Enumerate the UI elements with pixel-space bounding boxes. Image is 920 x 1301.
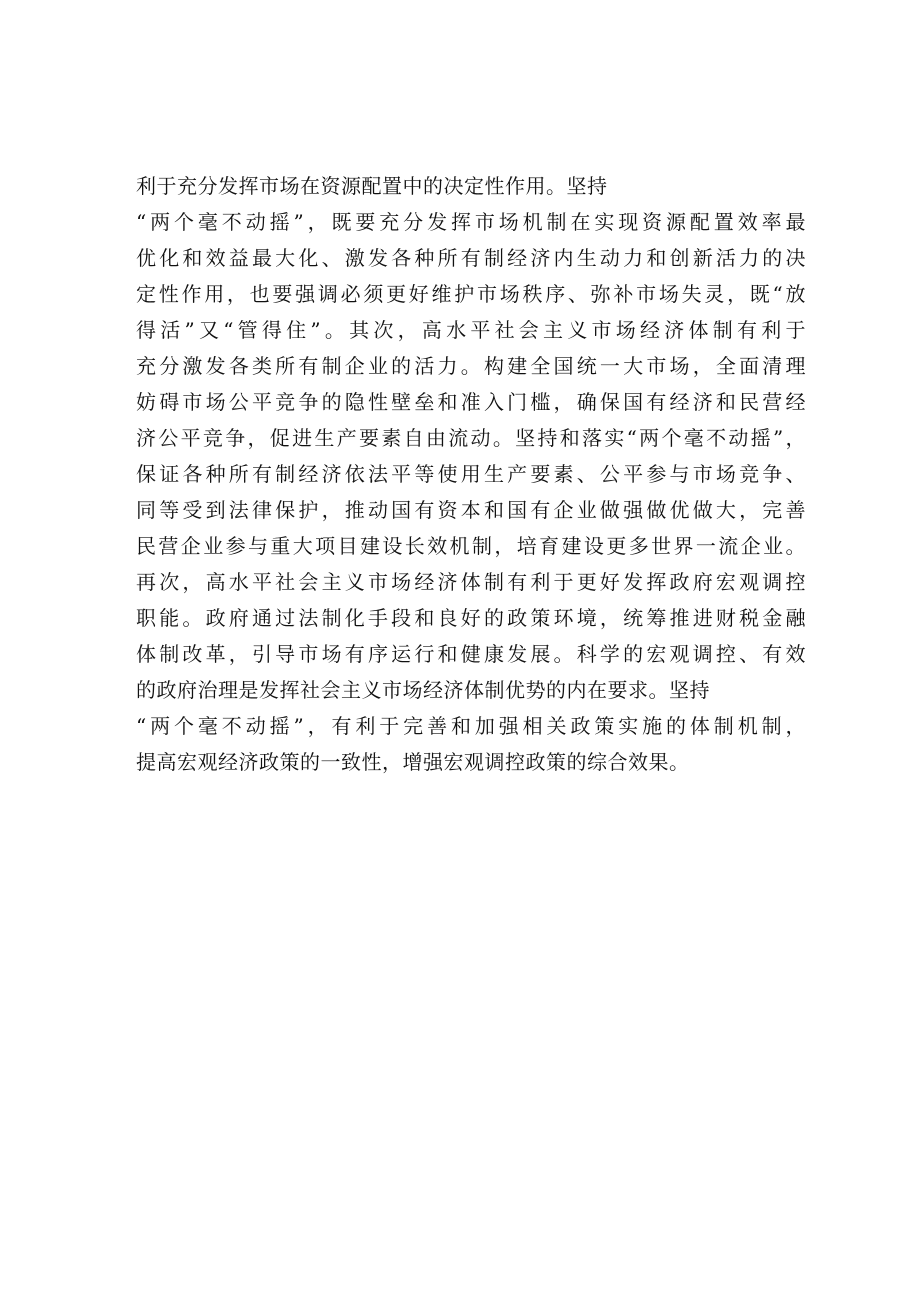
text-line: 职能。政府通过法制化手段和良好的政策环境，统筹推进财税金融	[136, 606, 806, 630]
text-line: “两个毫不动摇”，有利于完善和加强相关政策实施的体制机制，	[136, 714, 806, 738]
text-line: 保证各种所有制经济依法平等使用生产要素、公平参与市场竞争、	[136, 462, 806, 486]
text-line: 体制改革，引导市场有序运行和健康发展。科学的宏观调控、有效	[136, 642, 806, 666]
text-line: 充分激发各类所有制企业的活力。构建全国统一大市场，全面清理	[136, 354, 806, 378]
body-text	[136, 168, 806, 780]
text-line: 妨碍市场公平竞争的隐性壁垒和准入门槛，确保国有经济和民营经	[136, 390, 806, 414]
text-line: 提高宏观经济政策的一致性，增强宏观调控政策的综合效果。	[136, 750, 690, 774]
text-line: 得活”又“管得住”。其次，高水平社会主义市场经济体制有利于	[136, 318, 806, 342]
text-line: 同等受到法律保护，推动国有资本和国有企业做强做优做大，完善	[136, 498, 806, 522]
text-line: 民营企业参与重大项目建设长效机制，培育建设更多世界一流企业。	[136, 534, 806, 558]
text-line: “两个毫不动摇”，既要充分发挥市场机制在实现资源配置效率最	[136, 210, 806, 234]
text-line: 利于充分发挥市场在资源配置中的决定性作用。坚持	[136, 174, 608, 198]
text-line: 济公平竞争，促进生产要素自由流动。坚持和落实“两个毫不动摇”，	[136, 426, 806, 450]
text-line: 优化和效益最大化、激发各种所有制经济内生动力和创新活力的决	[136, 246, 806, 270]
text-line: 定性作用，也要强调必须更好维护市场秩序、弥补市场失灵，既“放	[136, 282, 806, 306]
text-line: 的政府治理是发挥社会主义市场经济体制优势的内在要求。坚持	[136, 678, 710, 702]
text-line: 再次，高水平社会主义市场经济体制有利于更好发挥政府宏观调控	[136, 570, 806, 594]
